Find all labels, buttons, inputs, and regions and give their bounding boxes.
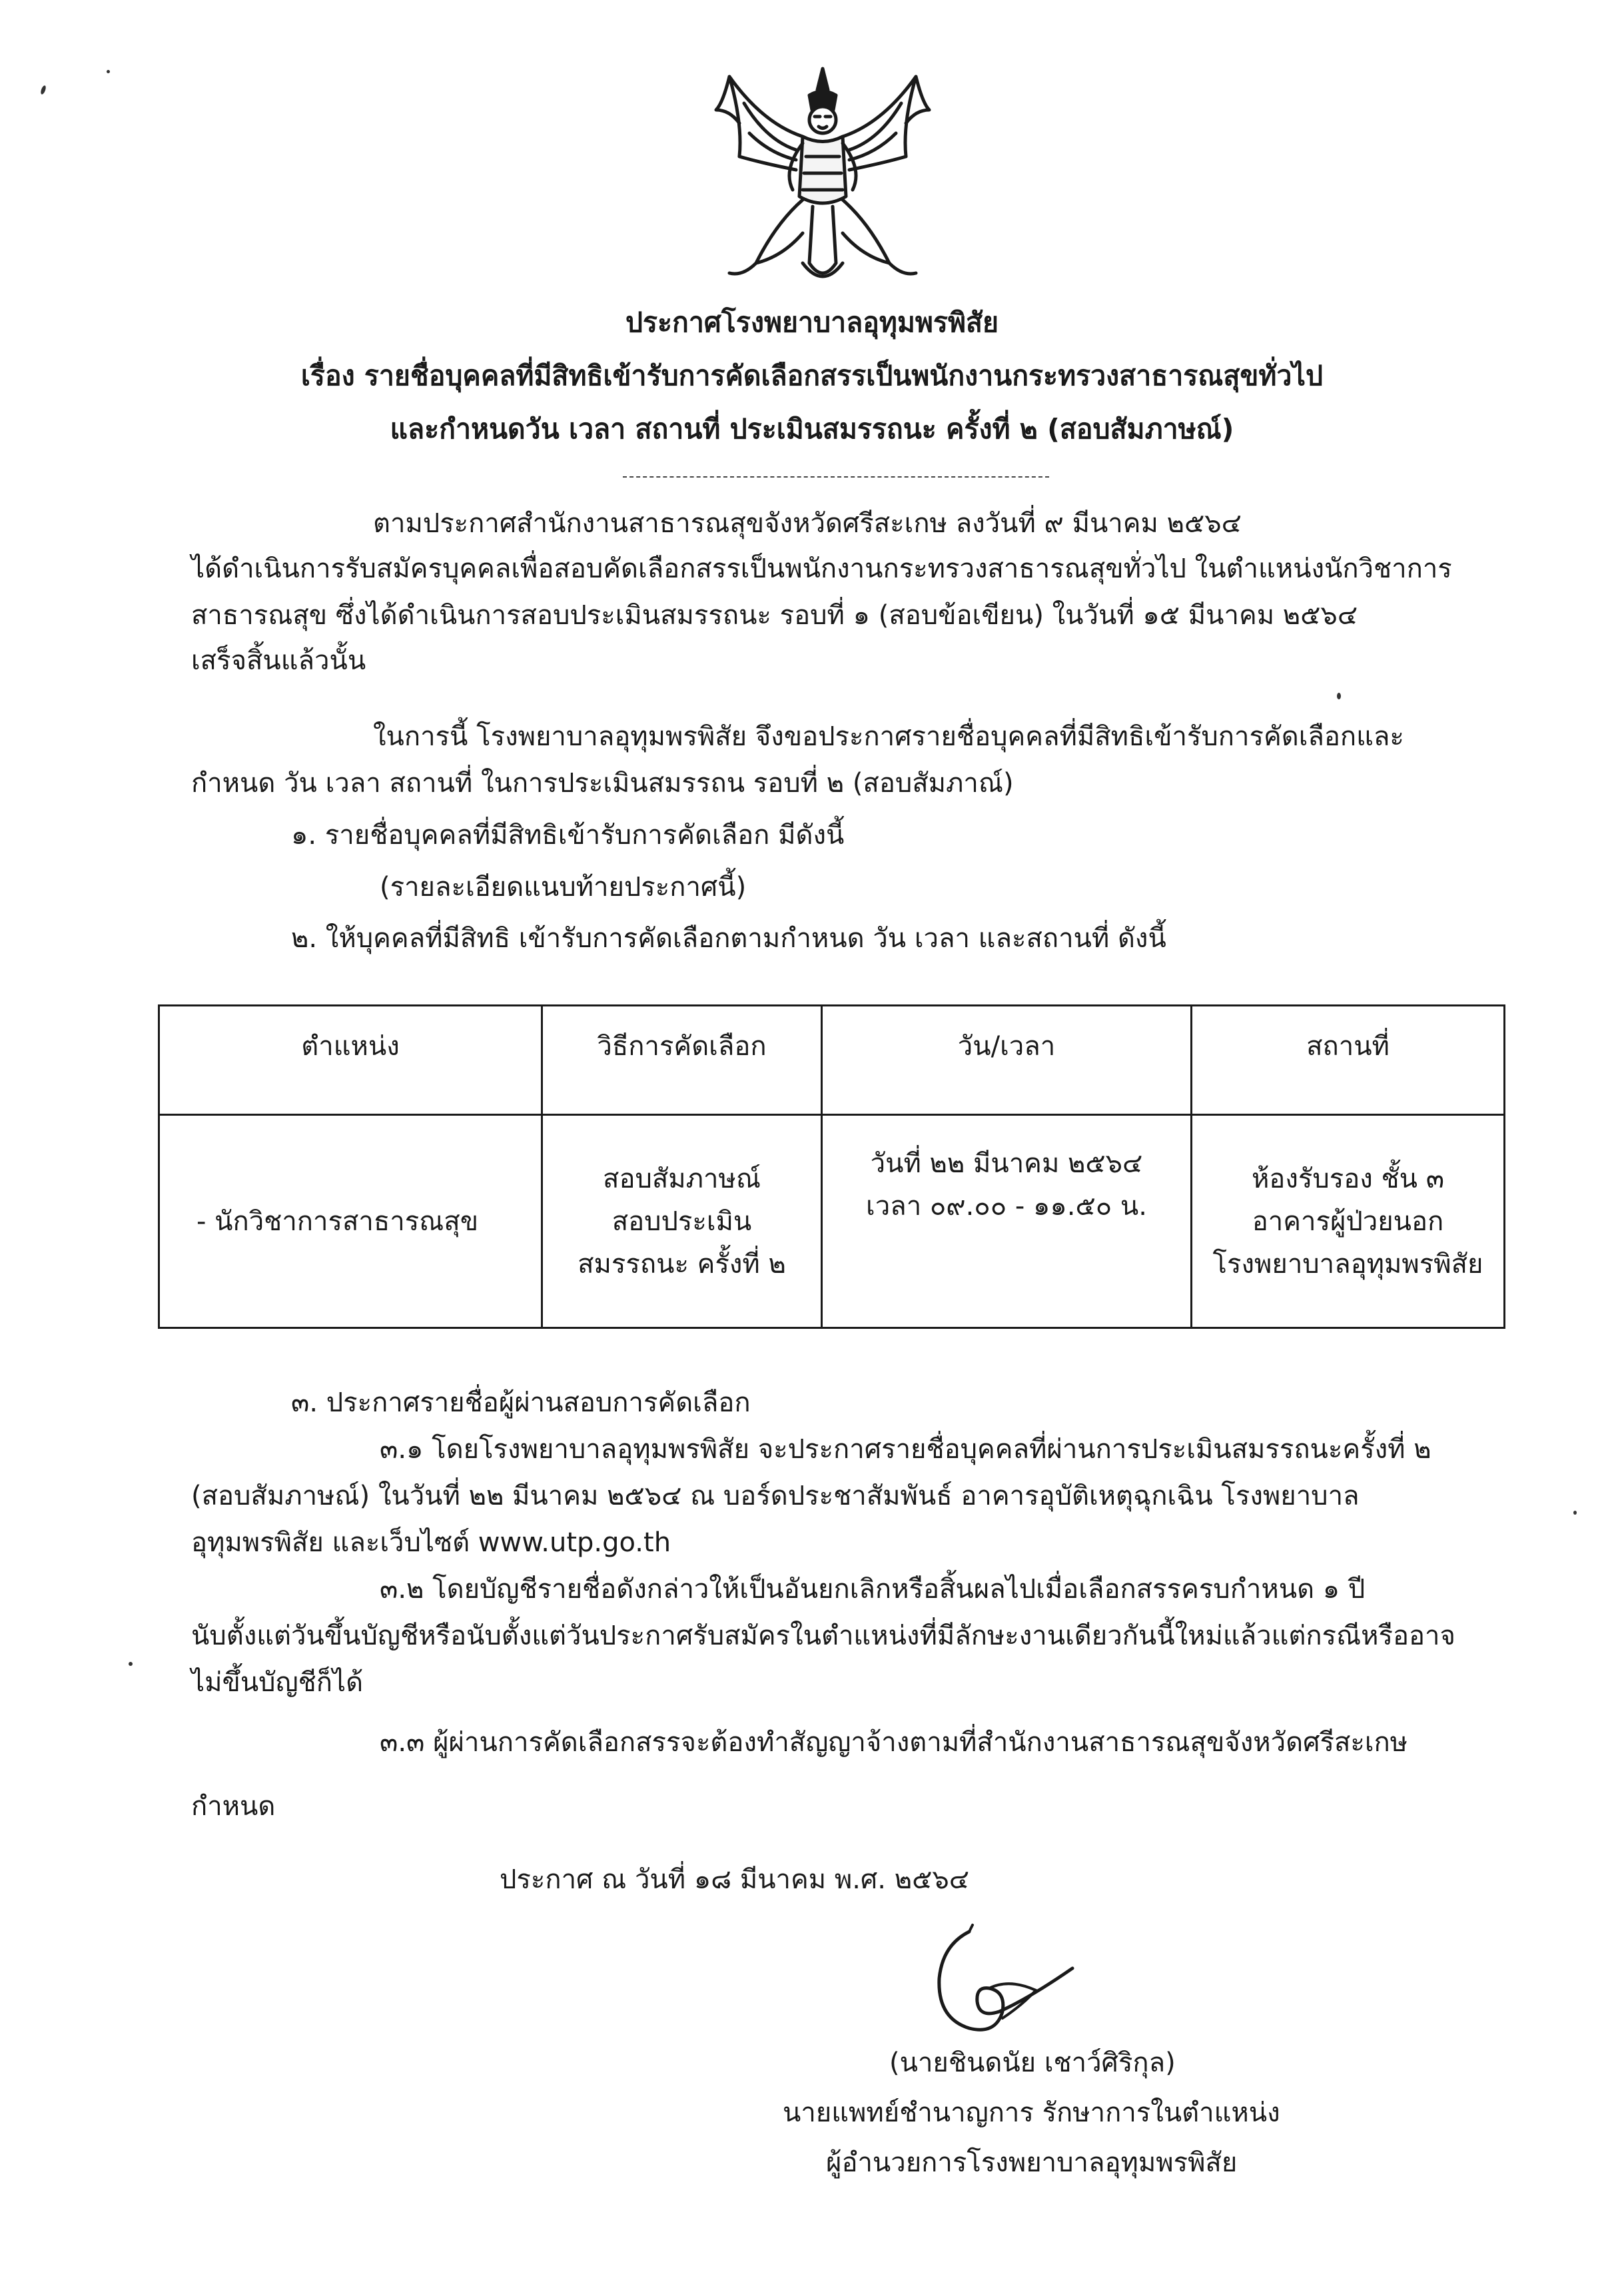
header-method: วิธีการคัดเลือก [542, 1006, 822, 1115]
cell-place [1192, 1115, 1505, 1328]
schedule-table [158, 1004, 1505, 1329]
method-line: สมรรถนะ ครั้งที่ ๒ [578, 1248, 786, 1280]
item-1: ๑. รายชื่อบุคคลที่มีสิทธิเข้ารับการคัดเลือก มีดังนี้ [291, 820, 845, 851]
title-separator [623, 476, 1049, 478]
date-line: วันที่ ๒๒ มีนาคม ๒๕๖๔ [870, 1148, 1143, 1179]
section-3-2-line-1: ๓.๒ โดยบัญชีรายชื่อดังกล่าวให้เป็นอันยกเลิกหรือสิ้นผลไปเมื่อเลือกสรรครบกำหนด ๑ ปี [380, 1574, 1366, 1605]
announce-line-2: กำหนด วัน เวลา สถานที่ ในการประเมินสมรรถน รอบที่ ๒ (สอบสัมภาณ์) [191, 768, 1014, 799]
place-line: ห้องรับรอง ชั้น ๓ [1251, 1163, 1445, 1194]
header-place: สถานที่ [1192, 1006, 1505, 1115]
announcement-title: ประกาศโรงพยาบาลอุทุมพรพิสัย [625, 306, 999, 338]
intro-line-3: สาธารณสุข ซึ่งได้ดำเนินการสอบประเมินสมรรถนะ รอบที่ ๑ (สอบข้อเขียน) ในวันที่ ๑๕ มีนาคม ๒๕๖๔ [191, 600, 1358, 631]
garuda-emblem-icon [703, 63, 943, 293]
item-2: ๒. ให้บุคคลที่มีสิทธิ เข้ารับการคัดเลือกตามกำหนด วัน เวลา และสถานที่ ดังนี้ [291, 923, 1166, 954]
signature-icon [923, 1918, 1079, 2045]
scan-speck [40, 85, 47, 95]
intro-line-4: เสร็จสิ้นแล้วนั้น [191, 645, 366, 676]
section-3-2-line-3: ไม่ขึ้นบัญชีก็ได้ [191, 1667, 364, 1698]
cell-method [542, 1115, 822, 1328]
section-3-3-line-2: กำหนด [191, 1791, 276, 1822]
signer-title-2: ผู้อำนวยการโรงพยาบาลอุทุมพรพิสัย [826, 2147, 1238, 2178]
item-1-note: (รายละเอียดแนบท้ายประกาศนี้) [380, 872, 747, 903]
place-line: โรงพยาบาลอุทุมพรพิสัย [1212, 1248, 1483, 1280]
intro-line-1: ตามประกาศสำนักงานสาธารณสุขจังหวัดศรีสะเกษ ลงวันที่ ๙ มีนาคม ๒๕๖๔ [373, 508, 1242, 539]
scan-speck [1573, 1511, 1577, 1515]
section-3-2-line-2: นับตั้งแต่วันขึ้นบัญชีหรือนับตั้งแต่วันประกาศรับสมัครในตำแหน่งที่มีลักษะงานเดียวกันนี้ใหม่แล้วแต่กรณีหรืออาจ [191, 1621, 1455, 1651]
header-position: ตำแหน่ง [159, 1006, 542, 1115]
subject-line-2: และกำหนดวัน เวลา สถานที่ ประเมินสมรรถนะ ครั้งที่ ๒ (สอบสัมภาษณ์) [390, 413, 1234, 445]
place-line: อาคารผู้ป่วยนอก [1252, 1206, 1444, 1237]
header-datetime: วัน/เวลา [822, 1006, 1192, 1115]
cell-position [159, 1115, 542, 1328]
method-line: สอบประเมิน [611, 1206, 752, 1237]
section-3-1-line-3: อุทุมพรพิสัย และเว็บไซต์ www.utp.go.th [191, 1527, 671, 1558]
announce-line-1: ในการนี้ โรงพยาบาลอุทุมพรพิสัย จึงขอประกาศรายชื่อบุคคลที่มีสิทธิเข้ารับการคัดเลือกและ [373, 721, 1404, 752]
scan-speck [107, 70, 110, 73]
table-row [159, 1115, 1505, 1328]
table-header-row [159, 1006, 1505, 1115]
section-3-1-line-2: (สอบสัมภาษณ์) ในวันที่ ๒๒ มีนาคม ๒๕๖๔ ณ บอร์ดประชาสัมพันธ์ อาคารอุบัติเหตุฉุกเฉิน โรงพยาบาล [191, 1481, 1360, 1511]
method-line: สอบสัมภาษณ์ [603, 1163, 761, 1194]
signer-name: (นายชินดนัย เชาว์ศิริกุล) [889, 2048, 1176, 2078]
subject-line-1: เรื่อง รายชื่อบุคคลที่มีสิทธิเข้ารับการคัดเลือกสรรเป็นพนักงานกระทรวงสาธารณสุขทั่วไป [300, 360, 1324, 392]
intro-line-2: ได้ดำเนินการรับสมัครบุคคลเพื่อสอบคัดเลือกสรรเป็นพนักงานกระทรวงสาธารณสุขทั่วไป ในตำแหน่งนักวิชาการ [191, 554, 1452, 584]
section-3-3-line-1: ๓.๓ ผู้ผ่านการคัดเลือกสรรจะต้องทำสัญญาจ้างตามที่สำนักงานสาธารณสุขจังหวัดศรีสะเกษ [380, 1727, 1408, 1758]
position-text: - นักวิชาการสาธารณสุข [197, 1206, 479, 1237]
section-3-heading: ๓. ประกาศรายชื่อผู้ผ่านสอบการคัดเลือก [291, 1387, 751, 1418]
announce-date: ประกาศ ณ วันที่ ๑๘ มีนาคม พ.ศ. ๒๕๖๔ [500, 1864, 970, 1895]
scan-speck [129, 1662, 133, 1666]
signer-title-1: นายแพทย์ชำนาญการ รักษาการในตำแหน่ง [783, 2098, 1280, 2128]
cell-datetime [822, 1115, 1192, 1328]
time-line: เวลา ๐๙.๐๐ - ๑๑.๕๐ น. [866, 1191, 1147, 1222]
section-3-1-line-1: ๓.๑ โดยโรงพยาบาลอุทุมพรพิสัย จะประกาศรายชื่อบุคคลที่ผ่านการประเมินสมรรถนะครั้งที่ ๒ [380, 1434, 1431, 1465]
scan-speck [1337, 693, 1341, 699]
